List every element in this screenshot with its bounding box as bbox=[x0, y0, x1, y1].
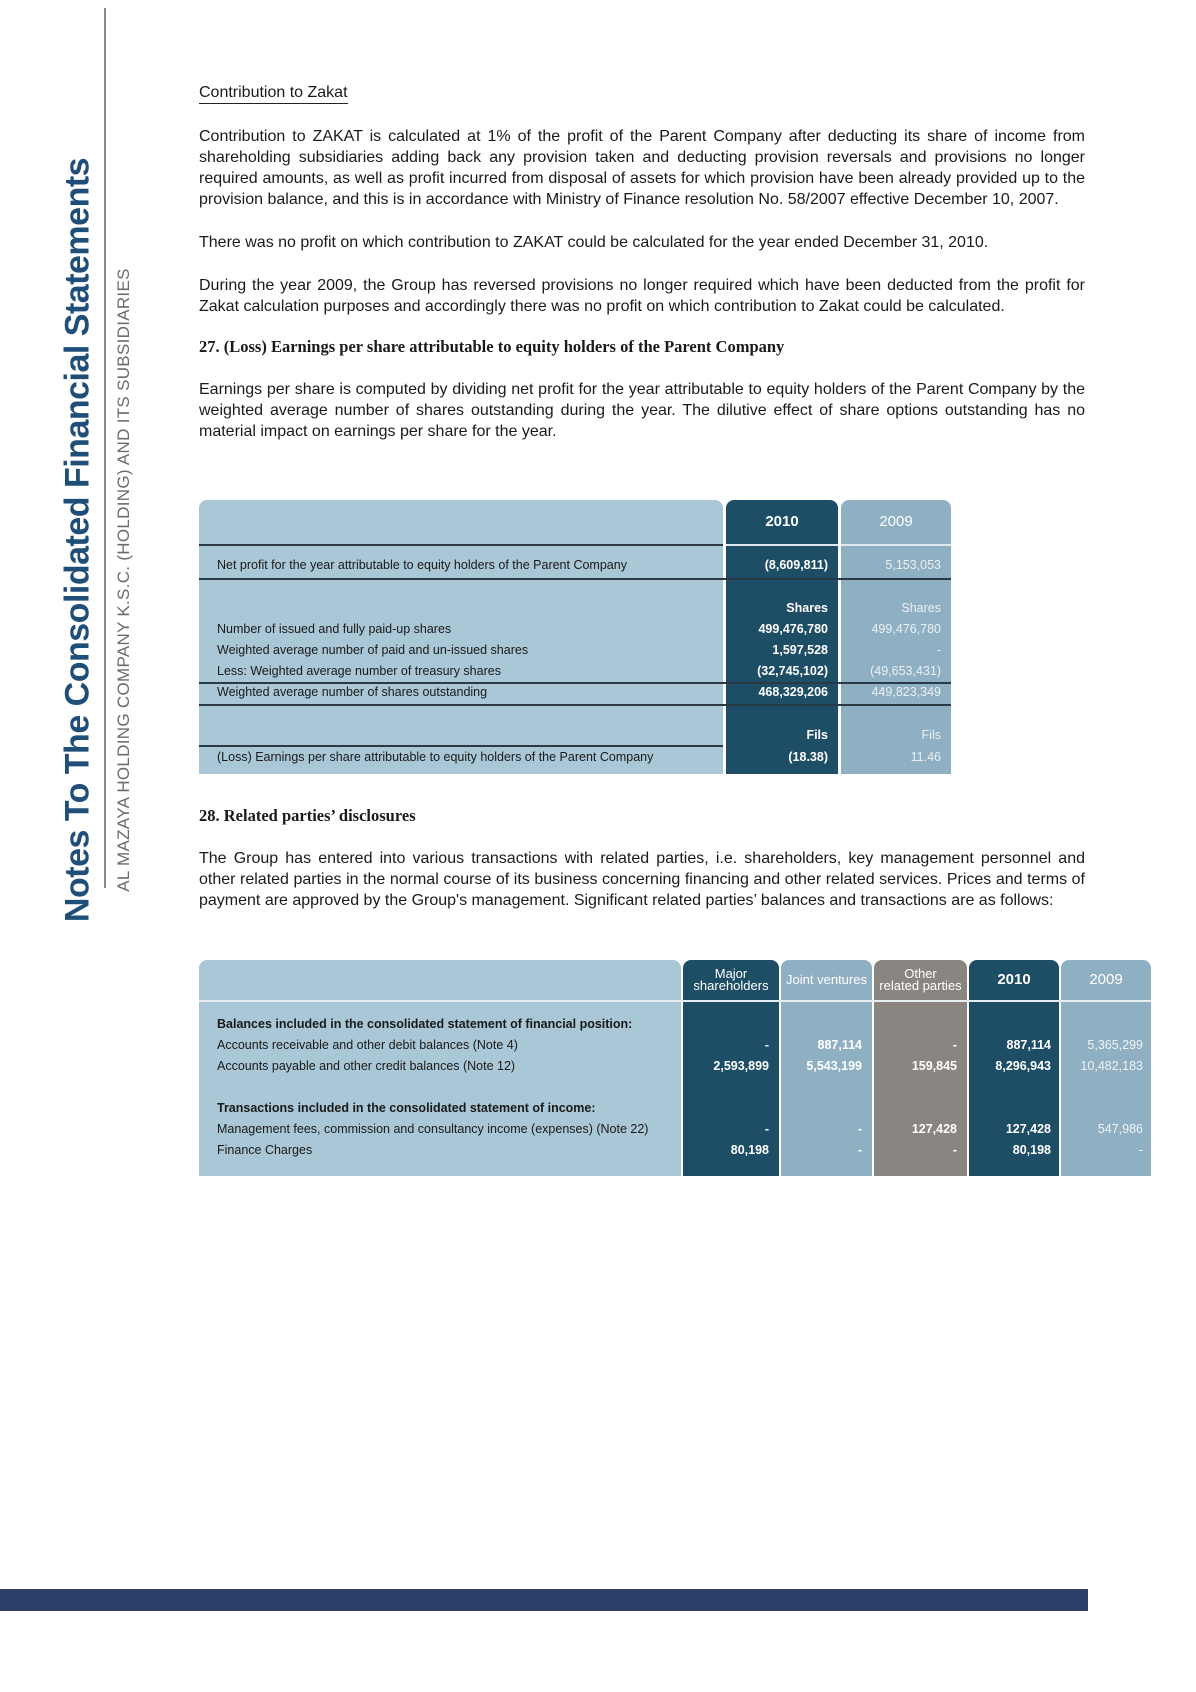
rp-2009-value: 5,365,299 bbox=[1087, 1038, 1143, 1052]
fils-unit-2009: Fils bbox=[921, 728, 941, 742]
eps-label-column bbox=[199, 500, 723, 774]
rp-2010-value: 887,114 bbox=[1006, 1038, 1051, 1052]
rp-header-major-line2: shareholders bbox=[693, 978, 769, 993]
shares-row-2010: (32,745,102) bbox=[757, 664, 828, 678]
rp-major-value: 2,593,899 bbox=[713, 1059, 769, 1073]
rp-row-label: Management fees, commission and consultancy income (expenses) (Note 22) bbox=[217, 1122, 649, 1136]
vertical-section-title: Notes To The Consolidated Financial Statements bbox=[58, 157, 97, 923]
rp-header-jv: Joint ventures bbox=[786, 972, 867, 987]
shares-row-2009: (49,653,431) bbox=[870, 664, 941, 678]
spine-divider bbox=[104, 8, 106, 888]
rp-jv-value: - bbox=[857, 1122, 862, 1136]
shares-row-2010: 499,476,780 bbox=[758, 622, 828, 636]
row-rule bbox=[199, 682, 951, 684]
rp-2010-value: 80,198 bbox=[1012, 1143, 1051, 1157]
rp-2009-value: - bbox=[1138, 1143, 1143, 1157]
eps-year-2010: 2010 bbox=[765, 513, 799, 530]
footer-bar bbox=[0, 1589, 1088, 1611]
header-separator bbox=[199, 544, 723, 546]
eps-heading: 27. (Loss) Earnings per share attributable to equity holders of the Parent Company bbox=[199, 337, 785, 356]
net-profit-2010: (8,609,811) bbox=[764, 558, 828, 572]
rp-header-other bbox=[874, 960, 967, 1000]
shares-row-2009: 499,476,780 bbox=[871, 622, 941, 636]
shares-row-2009: - bbox=[936, 643, 941, 657]
rp-row-label: Finance Charges bbox=[217, 1143, 313, 1157]
rp-jv-value: 5,543,199 bbox=[806, 1059, 862, 1073]
rp-other-value: - bbox=[952, 1038, 957, 1052]
rp-header-other-line2: related parties bbox=[879, 978, 962, 993]
eps-year-2009: 2009 bbox=[879, 513, 913, 530]
rp-header-2010: 2010 bbox=[997, 971, 1031, 988]
shares-row-label: Number of issued and fully paid-up shares bbox=[217, 622, 452, 636]
rp-header-2009: 2009 bbox=[1089, 971, 1123, 988]
row-rule bbox=[199, 578, 951, 580]
shares-row-2010: 1,597,528 bbox=[772, 643, 828, 657]
header-separator bbox=[841, 544, 951, 546]
shares-unit-2010: Shares bbox=[786, 601, 828, 615]
related-heading: 28. Related parties’ disclosures bbox=[199, 806, 416, 825]
shares-row-label: Weighted average number of paid and un-issued shares bbox=[217, 643, 529, 657]
shares-row-2009: 449,823,349 bbox=[871, 685, 941, 699]
rp-header-major-line1: Major bbox=[714, 966, 748, 981]
rp-major-value: - bbox=[764, 1122, 769, 1136]
rp-2010-value: 8,296,943 bbox=[995, 1059, 1051, 1073]
rp-2009-value: 547,986 bbox=[1097, 1122, 1143, 1136]
zakat-paragraph-1: Contribution to ZAKAT is calculated at 1% of the profit of the Parent Company after deducting its share of income from shareholding subsidiaries adding back any provision taken and deducting provision reversals and provisions no longer required amounts, as well as profit incurred from disposal of assets for which provision have been already provided up to the provision balance, and this is in accordance with Ministry of Finance resolution No. 58/2007 effective December 10, 2007. bbox=[199, 128, 1085, 208]
rp-jv-value: 887,114 bbox=[817, 1038, 862, 1052]
eps-value-2010: (18.38) bbox=[788, 750, 828, 764]
balances-title: Balances included in the consolidated statement of financial position: bbox=[217, 1017, 633, 1031]
eps-value-label: (Loss) Earnings per share attributable to equity holders of the Parent Company bbox=[217, 750, 654, 764]
row-rule bbox=[199, 745, 723, 747]
rp-header-other-line1: Other bbox=[904, 966, 937, 981]
rp-2010-value: 127,428 bbox=[1005, 1122, 1051, 1136]
eps-table bbox=[199, 500, 951, 774]
related-paragraph: The Group has entered into various transactions with related parties, i.e. shareholders, key management personnel and other related parties in the normal course of its business concerning financing and other related services. Prices and terms of payment are approved by the Group's management. Significant related parties’ balances and transactions are as follows: bbox=[199, 850, 1085, 909]
shares-row-label: Weighted average number of shares outstanding bbox=[217, 685, 488, 699]
zakat-paragraph-3: During the year 2009, the Group has reversed provisions no longer required which have been deducted from the profit for Zakat calculation purposes and accordingly there was no profit on which contribution to Zakat could be calculated. bbox=[199, 277, 1085, 315]
shares-row-label: Less: Weighted average number of treasury shares bbox=[217, 664, 501, 678]
shares-row-2010: 468,329,206 bbox=[758, 685, 828, 699]
transactions-title: Transactions included in the consolidated statement of income: bbox=[217, 1101, 596, 1115]
eps-paragraph: Earnings per share is computed by dividing net profit for the year attributable to equity holders of the Parent Company by the weighted average number of shares outstanding during the year. The dilutive effect of share options outstanding has no material impact on earnings per share for the year. bbox=[199, 381, 1085, 440]
header-separator bbox=[199, 1000, 1151, 1002]
row-rule bbox=[199, 704, 951, 706]
zakat-section bbox=[199, 84, 1085, 442]
rp-other-value: 127,428 bbox=[911, 1122, 957, 1136]
related-parties-table bbox=[199, 960, 1151, 1176]
eps-value-2009: 11.46 bbox=[910, 750, 941, 764]
rp-other-value: 159,845 bbox=[911, 1059, 957, 1073]
rp-2009-value: 10,482,183 bbox=[1080, 1059, 1143, 1073]
fils-unit-2010: Fils bbox=[806, 728, 828, 742]
rp-row-label: Accounts payable and other credit balances (Note 12) bbox=[217, 1059, 516, 1073]
net-profit-2009: 5,153,053 bbox=[885, 558, 941, 572]
rp-major-value: - bbox=[764, 1038, 769, 1052]
rp-other-value: - bbox=[952, 1143, 957, 1157]
zakat-paragraph-2: There was no profit on which contribution to ZAKAT could be calculated for the year ended December 31, 2010. bbox=[199, 234, 989, 251]
rp-jv-value: - bbox=[857, 1143, 862, 1157]
header-separator bbox=[726, 544, 838, 546]
vertical-company-name: AL MAZAYA HOLDING COMPANY K.S.C. (HOLDING) AND ITS SUBSIDIARIES bbox=[114, 268, 133, 892]
zakat-heading: Contribution to Zakat bbox=[199, 84, 348, 104]
rp-row-label: Accounts receivable and other debit balances (Note 4) bbox=[217, 1038, 518, 1052]
rp-header-major bbox=[683, 960, 779, 1000]
net-profit-label: Net profit for the year attributable to equity holders of the Parent Company bbox=[217, 558, 627, 572]
shares-unit-2009: Shares bbox=[901, 601, 941, 615]
rp-major-value: 80,198 bbox=[730, 1143, 769, 1157]
